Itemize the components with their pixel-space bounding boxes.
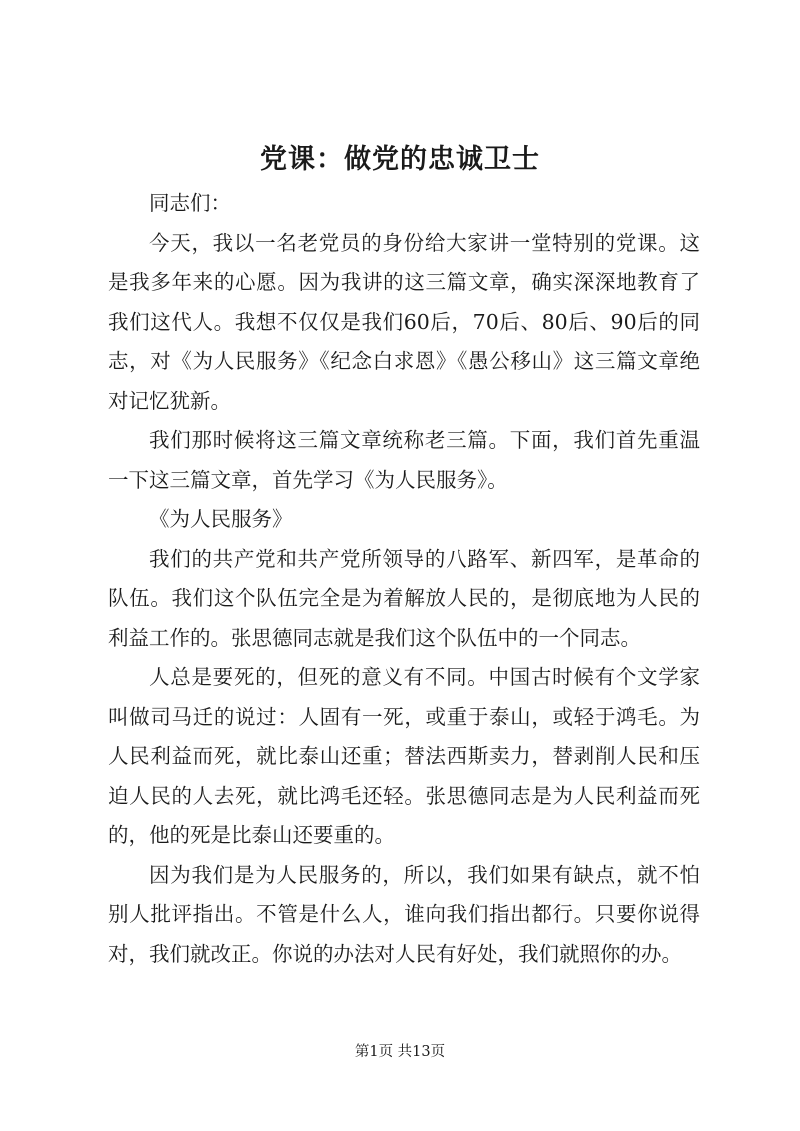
document-title: 党课：做党的忠诚卫士 <box>260 144 540 175</box>
paragraph: 我们那时候将这三篇文章统称老三篇。下面，我们首先重温一下这三篇文章，首先学习《为人民服务》。 <box>108 428 700 492</box>
paragraph: 我们的共产党和共产党所领导的八路军、新四军，是革命的队伍。我们这个队伍完全是为着解放人民的，是彻底地为人民的利益工作的。张思德同志就是我们这个队伍中的一个同志。 <box>108 546 700 650</box>
paragraph: 今天，我以一名老党员的身份给大家讲一堂特别的党课。这是我多年来的心愿。因为我讲的这三篇文章，确实深深地教育了我们这代人。我想不仅仅是我们60后，70后、80后、90后的同志，对《为人民服务》《纪念白求恩》《愚公移山》这三篇文章绝对记忆犹新。 <box>108 230 700 413</box>
paragraph: 因为我们是为人民服务的，所以，我们如果有缺点，就不怕别人批评指出。不管是什么人，谁向我们指出都行。只要你说得对，我们就改正。你说的办法对人民有好处，我们就照你的办。 <box>108 862 700 966</box>
document-body <box>108 184 700 974</box>
page-number-footer: 第1页 共13页 <box>354 1044 446 1060</box>
section-heading: 《为人民服务》 <box>149 507 293 531</box>
paragraph-salutation: 同志们： <box>149 191 231 215</box>
paragraph: 人总是要死的，但死的意义有不同。中国古时候有个文学家叫做司马迁的说过：人固有一死，或重于泰山，或轻于鸿毛。为人民利益而死，就比泰山还重；替法西斯卖力，替剥削人民和压迫人民的人去死，就比鸿毛还轻。张思德同志是为人民利益而死的，他的死是比泰山还要重的。 <box>108 665 700 847</box>
